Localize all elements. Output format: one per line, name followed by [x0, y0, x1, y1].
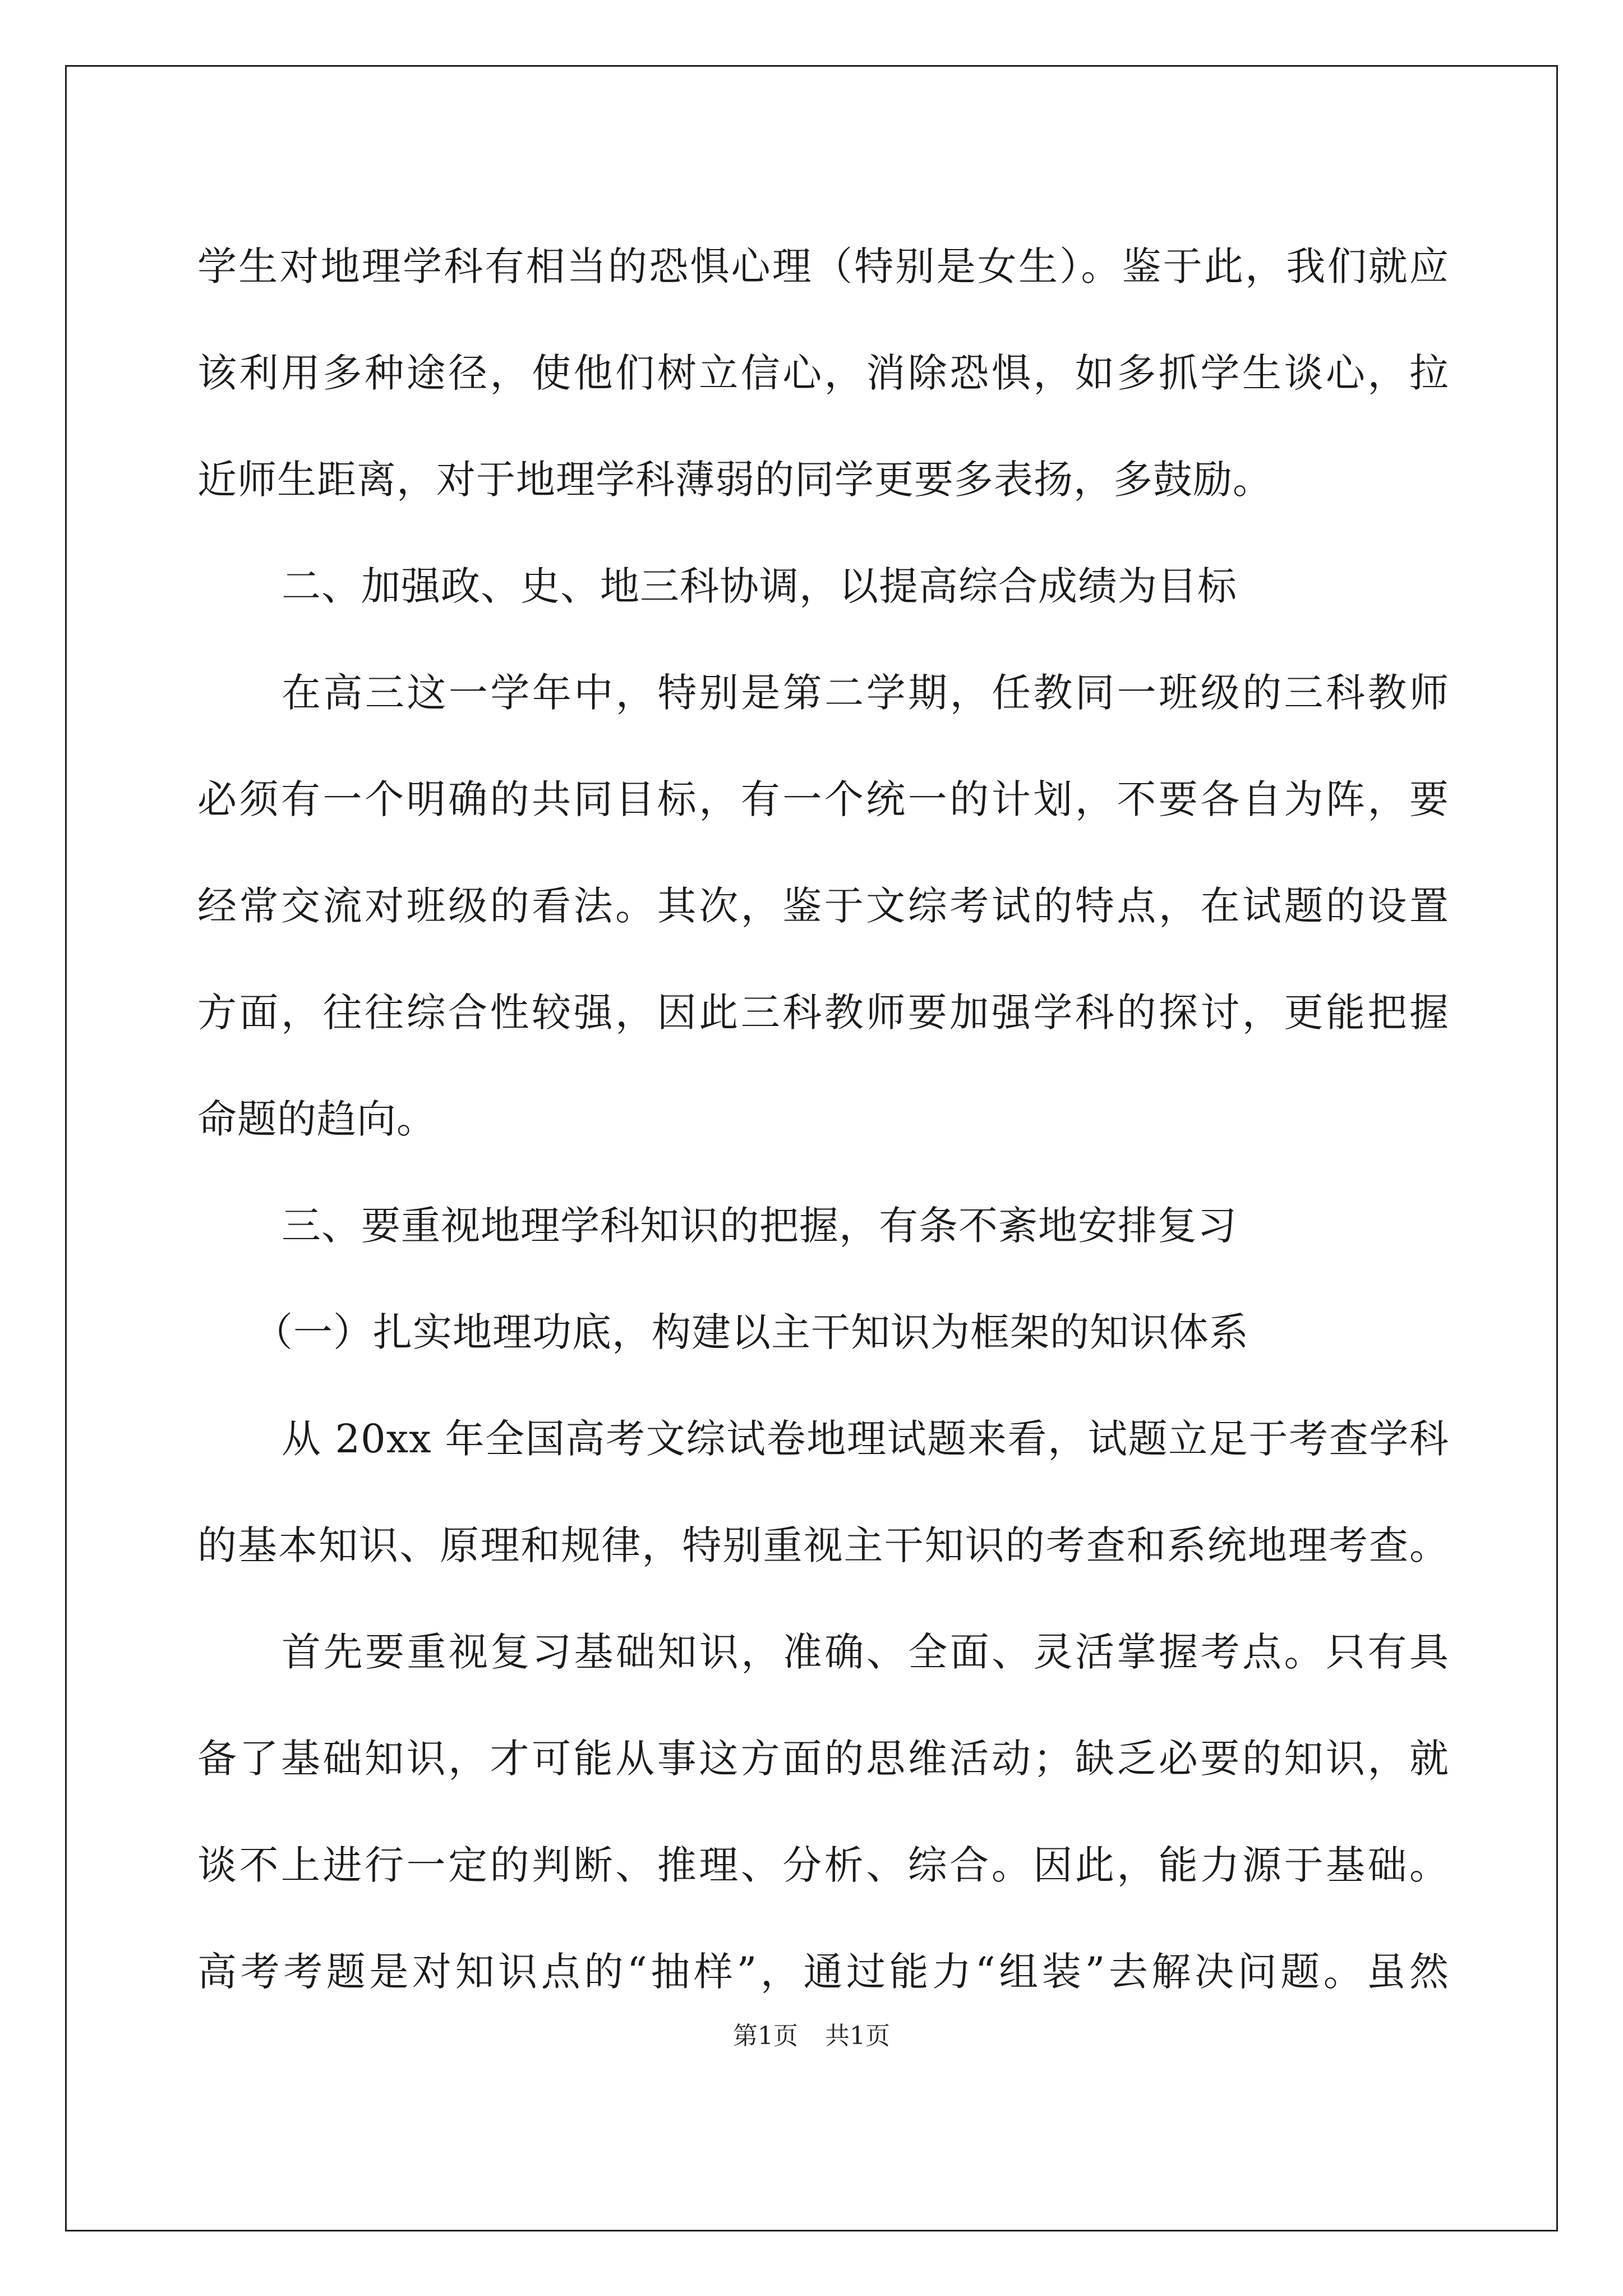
- paragraph-line: 经常交流对班级的看法。其次，鉴于文综考试的特点，在试题的设置: [197, 883, 1449, 929]
- page-footer: [0, 2019, 1623, 2053]
- page-number: 第1页: [733, 2022, 798, 2050]
- paragraph-line: 学生对地理学科有相当的恐惧心理（特别是女生）。鉴于此，我们就应: [197, 243, 1449, 289]
- paragraph-line: 命题的趋向。: [197, 1096, 436, 1142]
- paragraph-line: 首先要重视复习基础知识，准确、全面、灵活掌握考点。只有具: [282, 1629, 1449, 1675]
- paragraph-line: 备了基础知识，才可能从事这方面的思维活动；缺乏必要的知识，就: [197, 1736, 1449, 1782]
- subsection-heading: （一）扎实地理功底，构建以主干知识为框架的知识体系: [253, 1309, 1249, 1355]
- section-heading: 二、加强政、史、地三科协调，以提高综合成绩为目标: [282, 563, 1237, 609]
- paragraph-line: 在高三这一学年中，特别是第二学期，任教同一班级的三科教师: [282, 670, 1449, 716]
- paragraph-line: 必须有一个明确的共同目标，有一个统一的计划，不要各自为阵，要: [197, 776, 1449, 822]
- paragraph-line: 高考考题是对知识点的“抽样”，通过能力“组装”去解决问题。虽然: [197, 1949, 1449, 1995]
- paragraph-line: 从 20xx 年全国高考文综试卷地理试题来看，试题立足于考查学科: [282, 1416, 1449, 1462]
- document-body: [197, 213, 1449, 2025]
- section-heading: 三、要重视地理学科知识的把握，有条不紊地安排复习: [282, 1203, 1237, 1249]
- page-total: 共1页: [825, 2022, 890, 2050]
- paragraph-line: 的基本知识、原理和规律，特别重视主干知识的考查和系统地理考查。: [197, 1522, 1449, 1568]
- paragraph-line: 该利用多种途径，使他们树立信心，消除恐惧，如多抓学生谈心，拉: [197, 350, 1449, 396]
- paragraph-line: 近师生距离，对于地理学科薄弱的同学更要多表扬，多鼓励。: [197, 457, 1272, 503]
- paragraph-line: 方面，往往综合性较强，因此三科教师要加强学科的探讨，更能把握: [197, 990, 1449, 1036]
- paragraph-line: 谈不上进行一定的判断、推理、分析、综合。因此，能力源于基础。: [197, 1842, 1449, 1888]
